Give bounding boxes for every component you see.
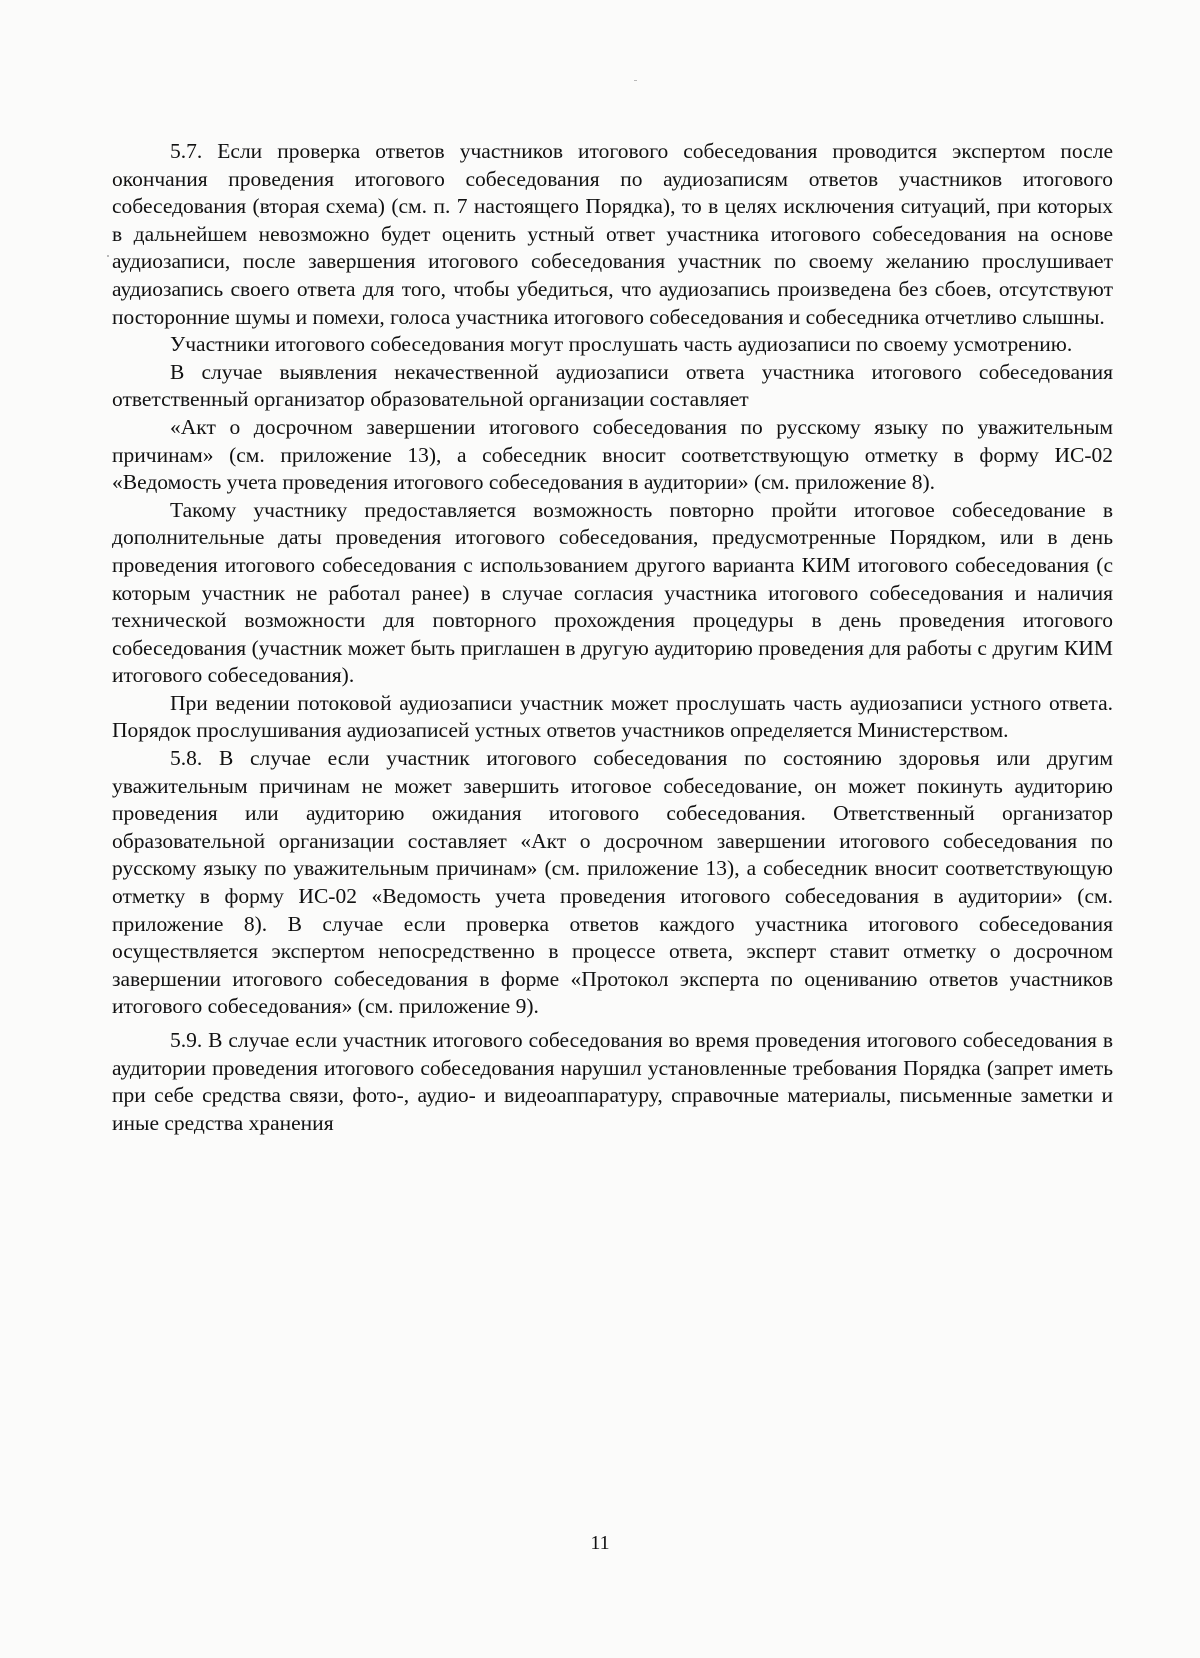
paragraph-poor-recording: В случае выявления некачественной аудиозаписи ответа участника итогового собеседования ответственный организатор образовательной организации составляет (112, 359, 1113, 412)
scan-speck (634, 80, 637, 81)
page-number: 11 (590, 1532, 610, 1554)
paragraph-5-8: 5.8. В случае если участник итогового собеседования по состоянию здоровья или другим уважительным причинам не может завершить итоговое собеседование, он может покинуть аудиторию проведения или аудиторию ожидания итогового собеседования. Ответственный организатор образовательной организации составляет «Акт о досрочном завершении итогового собеседования по русскому языку по уважительным причинам» (см. приложение 13), а собеседник вносит соответствующую отметку в форму ИС-02 «Ведомость учета проведения итогового собеседования в аудитории» (см. приложение 8). В случае если проверка ответов каждого участника итогового собеседования осуществляется экспертом непосредственно в процессе ответа, эксперт ставит отметку о досрочном завершении итогового собеседования в форме «Протокол эксперта по оцениванию ответов участников итогового собеседования» (см. приложение 9). (112, 746, 1113, 1019)
paragraph-act-early-completion: «Акт о досрочном завершении итогового собеседования по русскому языку по уважительным причинам» (см. приложение 13), а собеседник вносит соответствующую отметку в форму ИС-02 «Ведомость учета проведения итогового собеседования в аудитории» (см. приложение 8). (112, 414, 1113, 495)
document-body (112, 138, 1113, 1137)
paragraph-streaming-recording: При ведении потоковой аудиозаписи участник может прослушать часть аудиозаписи устного ответа. Порядок прослушивания аудиозаписей устных ответов участников определяется Министерством. (112, 690, 1113, 743)
paragraph-retake-opportunity: Такому участнику предоставляется возможность повторно пройти итоговое собеседование в дополнительные даты проведения итогового собеседования, предусмотренные Порядком, или в день проведения итогового собеседования с использованием другого варианта КИМ итогового собеседования (с которым участник не работал ранее) в случае согласия участника итогового собеседования и наличия технической возможности для повторного прохождения процедуры в день проведения итогового собеседования (участник может быть приглашен в другую аудиторию проведения для работы с другим КИМ итогового собеседования). (112, 497, 1113, 688)
scan-speck (107, 255, 109, 257)
paragraph-5-9: 5.9. В случае если участник итогового собеседования во время проведения итогового собеседования в аудитории проведения итогового собеседования нарушил установленные требования Порядка (запрет иметь при себе средства связи, фото-, аудио- и видеоаппаратуру, справочные материалы, письменные заметки и иные средства хранения (112, 1028, 1113, 1135)
paragraph-listening-option: Участники итогового собеседования могут прослушать часть аудиозаписи по своему усмотрению. (170, 332, 1073, 357)
paragraph-5-7: 5.7. Если проверка ответов участников итогового собеседования проводится экспертом после окончания проведения итогового собеседования по аудиозаписям ответов участников итогового собеседования (вторая схема) (см. п. 7 настоящего Порядка), то в целях исключения ситуаций, при которых в дальнейшем невозможно будет оценить устный ответ участника итогового собеседования на основе аудиозаписи, после завершения итогового собеседования участник по своему желанию прослушивает аудиозапись своего ответа для того, чтобы убедиться, что аудиозапись произведена без сбоев, отсутствуют посторонние шумы и помехи, голоса участника итогового собеседования и собеседника отчетливо слышны. (112, 139, 1113, 329)
